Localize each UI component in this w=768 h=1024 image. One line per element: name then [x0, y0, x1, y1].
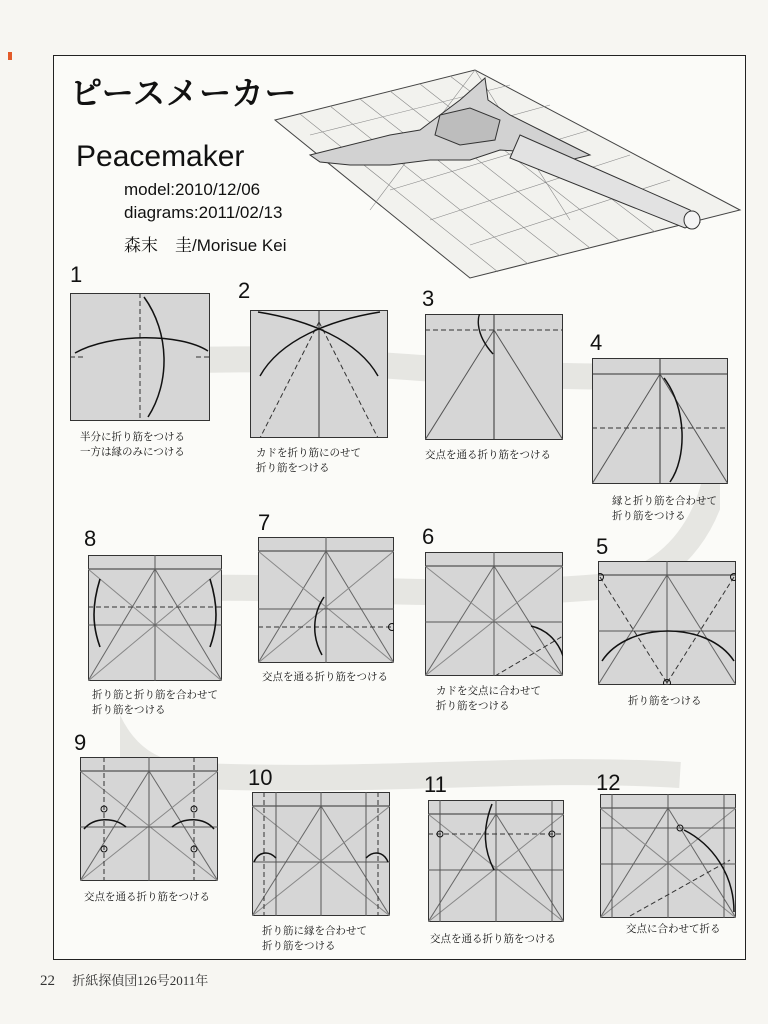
step-6-caption: カドを交点に合わせて 折り筋をつける — [436, 685, 541, 712]
publication-name: 折紙探偵団126号2011年 — [72, 973, 209, 988]
step-10-diagram — [252, 792, 390, 916]
page-footer — [40, 970, 208, 990]
step-10-number: 10 — [248, 765, 273, 790]
step-10-caption: 折り筋に縁を合わせて 折り筋をつける — [262, 925, 367, 952]
page-title-japanese: ピースメーカー — [70, 74, 298, 112]
step-6-diagram — [425, 552, 563, 676]
step-5-caption: 折り筋をつける — [628, 695, 702, 707]
step-9-diagram — [80, 757, 218, 881]
step-11-diagram — [428, 800, 564, 922]
step-12-diagram — [600, 794, 736, 918]
step-9-caption: 交点を通る折り筋をつける — [84, 891, 210, 903]
page-number: 22 — [40, 973, 55, 989]
step-1-caption: 半分に折り筋をつける 一方は縁のみにつける — [80, 431, 185, 458]
page-title-english: Peacemaker — [76, 140, 245, 173]
model-date: model:2010/12/06 — [124, 180, 261, 199]
step-2-diagram — [250, 310, 388, 438]
step-3-caption: 交点を通る折り筋をつける — [425, 449, 551, 461]
step-7-diagram — [258, 537, 394, 663]
step-1-diagram — [70, 293, 210, 421]
step-8-number: 8 — [84, 526, 97, 551]
corner-mark — [8, 52, 12, 60]
step-4-diagram — [592, 358, 728, 484]
step-5-diagram — [598, 561, 736, 685]
step-8-diagram — [88, 555, 222, 681]
diagrams-date: diagrams:2011/02/13 — [124, 203, 283, 222]
step-1-number: 1 — [70, 262, 83, 287]
step-5-number: 5 — [596, 534, 609, 559]
step-2-caption: カドを折り筋にのせて 折り筋をつける — [256, 447, 361, 474]
step-3-diagram — [425, 314, 563, 440]
step-11-caption: 交点を通る折り筋をつける — [430, 933, 556, 945]
step-6-number: 6 — [422, 524, 435, 549]
step-4-caption: 縁と折り筋を合わせて 折り筋をつける — [612, 495, 717, 522]
step-4-number: 4 — [590, 330, 603, 355]
step-9-number: 9 — [74, 730, 87, 755]
step-3-number: 3 — [422, 286, 435, 311]
author-name: 森末 圭/Morisue Kei — [124, 236, 287, 255]
step-7-caption: 交点を通る折り筋をつける — [262, 671, 388, 683]
step-11-number: 11 — [424, 772, 447, 797]
step-8-caption: 折り筋と折り筋を合わせて 折り筋をつける — [92, 689, 218, 716]
step-12-number: 12 — [596, 770, 621, 795]
step-12-caption: 交点に合わせて折る — [626, 923, 721, 935]
model-illustration — [270, 60, 745, 285]
step-7-number: 7 — [258, 510, 271, 535]
step-2-number: 2 — [238, 278, 251, 303]
